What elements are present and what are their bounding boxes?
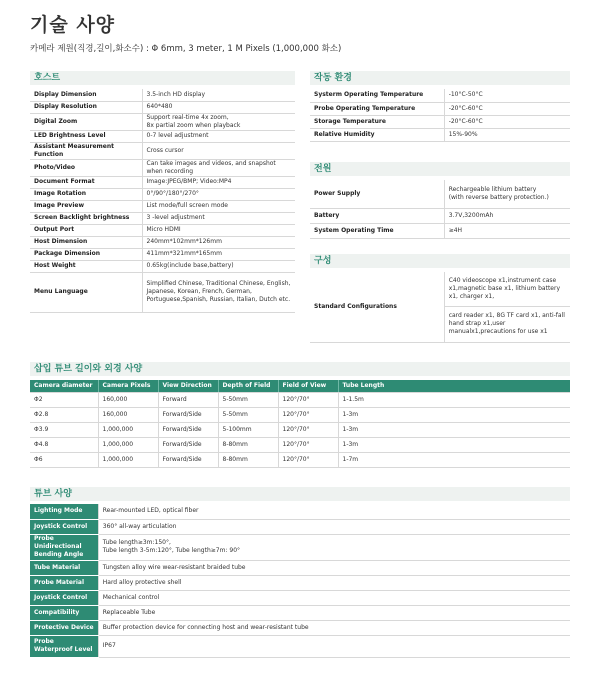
table-row — [30, 101, 295, 113]
column-header: Tube Length — [338, 380, 570, 392]
table-cell: Φ2.8 — [30, 407, 98, 422]
spec-value: -20°C-60°C — [444, 115, 570, 128]
table-cell: 1-1.5m — [338, 392, 570, 407]
power-heading: 전원 — [310, 162, 570, 176]
table-row — [30, 590, 570, 605]
tube-size-table — [30, 380, 570, 468]
spec-value: List mode/full screen mode — [142, 200, 295, 212]
spec-value: 0°/90°/180°/270° — [142, 188, 295, 200]
table-cell: 160,000 — [98, 392, 158, 407]
table-cell: Forward — [158, 392, 218, 407]
table-cell: Forward/Side — [158, 452, 218, 467]
page-title: 기술 사양 — [30, 14, 116, 36]
tube-spec-heading: 튜브 사양 — [30, 487, 570, 501]
spec-value: -10°C-50°C — [444, 89, 570, 102]
table-row — [30, 407, 570, 422]
spec-value: 360° all-way articulation — [98, 519, 570, 534]
table-cell: 120°/70° — [278, 422, 338, 437]
table-row — [30, 89, 295, 101]
config-label: Standard Configurations — [310, 272, 444, 342]
tube-spec-table — [30, 504, 570, 658]
table-row — [30, 504, 570, 519]
spec-value: Tungsten alloy wire wear-resistant braided tube — [98, 560, 570, 575]
spec-value: Simplified Chinese, Traditional Chinese, English, Japanese, Korean, French, German, Portuguese,Spanish, Russian, Italian, Dutch etc. — [142, 272, 295, 312]
config-spec-table — [310, 272, 570, 343]
spec-value: Buffer protection device for connecting host and wear-resistant tube — [98, 620, 570, 635]
table-row — [30, 519, 570, 534]
spec-value: ≥4H — [444, 223, 570, 238]
spec-value: Rechargeable lithium battery (with reverse battery protection.) — [444, 180, 570, 208]
table-cell: 8-80mm — [218, 452, 278, 467]
environment-spec-table — [310, 89, 570, 142]
spec-label: Screen Backlight brightness — [30, 212, 142, 224]
table-cell: Φ4.8 — [30, 437, 98, 452]
table-row — [310, 115, 570, 128]
spec-value: 3.7V,3200mAh — [444, 208, 570, 223]
spec-label: Probe Operating Temperature — [310, 102, 444, 115]
spec-value: 0.65kg(include base,battery) — [142, 260, 295, 272]
column-header: Field of View — [278, 380, 338, 392]
spec-label: Package Dimension — [30, 248, 142, 260]
table-row — [30, 437, 570, 452]
column-header: Camera diameter — [30, 380, 98, 392]
table-cell: 1-7m — [338, 452, 570, 467]
spec-label: Probe Waterproof Level — [30, 635, 98, 657]
config-heading: 구성 — [310, 254, 570, 268]
spec-value: Mechanical control — [98, 590, 570, 605]
spec-label: Tube Material — [30, 560, 98, 575]
spec-value: Micro HDMI — [142, 224, 295, 236]
table-row — [30, 130, 295, 142]
table-cell: Forward/Side — [158, 407, 218, 422]
table-cell: Φ6 — [30, 452, 98, 467]
table-row — [310, 128, 570, 141]
table-cell: Φ3.9 — [30, 422, 98, 437]
spec-label: Joystick Control — [30, 519, 98, 534]
table-row — [30, 236, 295, 248]
table-row — [30, 422, 570, 437]
table-row — [30, 605, 570, 620]
spec-value: 240mm*102mm*126mm — [142, 236, 295, 248]
spec-label: Lighting Mode — [30, 504, 98, 519]
table-row — [30, 142, 295, 159]
table-row — [30, 212, 295, 224]
spec-label: Document Format — [30, 176, 142, 188]
config-value-2: card reader x1, 8G TF card x1, anti-fall hand strap x1,user manualx1,precautions for use x1 — [444, 306, 570, 342]
spec-label: Output Port — [30, 224, 142, 236]
spec-label: Photo/Video — [30, 159, 142, 176]
table-cell: 5-50mm — [218, 407, 278, 422]
table-cell: Φ2 — [30, 392, 98, 407]
spec-value: Rear-mounted LED, optical fiber — [98, 504, 570, 519]
table-row — [30, 620, 570, 635]
spec-label: Relative Humidity — [310, 128, 444, 141]
table-cell: Forward/Side — [158, 422, 218, 437]
spec-label: Battery — [310, 208, 444, 223]
table-cell: 5-50mm — [218, 392, 278, 407]
spec-label: Joystick Control — [30, 590, 98, 605]
table-cell: 120°/70° — [278, 452, 338, 467]
spec-value: Tube length≥3m:150°, Tube length 3-5m:120°, Tube length≥7m: 90° — [98, 534, 570, 560]
table-row — [310, 208, 570, 223]
spec-value: Hard alloy protective shell — [98, 575, 570, 590]
table-row — [310, 180, 570, 208]
table-cell: 1,000,000 — [98, 452, 158, 467]
table-row — [30, 200, 295, 212]
spec-label: Image Rotation — [30, 188, 142, 200]
table-cell: Forward/Side — [158, 437, 218, 452]
spec-label: Assistant Measurement Function — [30, 142, 142, 159]
table-row — [30, 188, 295, 200]
table-row — [30, 392, 570, 407]
table-cell: 120°/70° — [278, 407, 338, 422]
spec-value: Image:JPEG/BMP; Video:MP4 — [142, 176, 295, 188]
table-cell: 160,000 — [98, 407, 158, 422]
table-cell: 1-3m — [338, 422, 570, 437]
table-row — [30, 248, 295, 260]
spec-label: Compatibility — [30, 605, 98, 620]
table-cell: 8-80mm — [218, 437, 278, 452]
spec-label: Host Weight — [30, 260, 142, 272]
spec-value: Replaceable Tube — [98, 605, 570, 620]
column-header: Depth of Field — [218, 380, 278, 392]
power-spec-table — [310, 180, 570, 239]
column-header: View Direction — [158, 380, 218, 392]
spec-value: -20°C-60°C — [444, 102, 570, 115]
spec-label: Display Dimension — [30, 89, 142, 101]
table-cell: 1-3m — [338, 437, 570, 452]
spec-label: Storage Temperature — [310, 115, 444, 128]
table-row — [30, 635, 570, 657]
spec-value: 3 -level adjustment — [142, 212, 295, 224]
spec-value: Support real-time 4x zoom, 8x partial zoom when playback — [142, 113, 295, 130]
table-row — [30, 113, 295, 130]
environment-heading: 작동 환경 — [310, 71, 570, 85]
spec-label: Power Supply — [310, 180, 444, 208]
spec-value: Can take images and videos, and snapshot when recording — [142, 159, 295, 176]
column-header: Camera Pixels — [98, 380, 158, 392]
table-cell: 120°/70° — [278, 392, 338, 407]
config-value-1: C40 videoscope x1,instrument case x1,magnetic base x1, lithium battery x1, charger x1, — [444, 272, 570, 306]
spec-value: 411mm*321mm*165mm — [142, 248, 295, 260]
table-cell: 1,000,000 — [98, 422, 158, 437]
table-row — [30, 534, 570, 560]
table-row — [30, 560, 570, 575]
spec-value: 0-7 level adjustment — [142, 130, 295, 142]
table-row — [310, 89, 570, 102]
table-cell: 1,000,000 — [98, 437, 158, 452]
table-cell: 1-3m — [338, 407, 570, 422]
spec-value: 640*480 — [142, 101, 295, 113]
spec-label: Image Preview — [30, 200, 142, 212]
tube-size-heading: 삽입 튜브 길이와 외경 사양 — [30, 362, 570, 376]
spec-label: Probe Material — [30, 575, 98, 590]
spec-value: Cross cursor — [142, 142, 295, 159]
spec-value: IP67 — [98, 635, 570, 657]
table-cell: 120°/70° — [278, 437, 338, 452]
spec-label: Protective Device — [30, 620, 98, 635]
spec-label: Digital Zoom — [30, 113, 142, 130]
spec-value: 3.5-inch HD display — [142, 89, 295, 101]
table-row — [30, 575, 570, 590]
table-row — [30, 452, 570, 467]
page-subtitle: 카메라 제원(직경,길이,화소수) : Φ 6mm, 3 meter, 1 M Pixels (1,000,000 화소) — [30, 44, 342, 54]
spec-label: Systerm Operating Temperature — [310, 89, 444, 102]
spec-label: Menu Language — [30, 272, 142, 312]
table-row — [30, 224, 295, 236]
host-heading: 호스트 — [30, 71, 295, 85]
table-row — [310, 223, 570, 238]
table-cell: 5-100mm — [218, 422, 278, 437]
spec-label: Display Resolution — [30, 101, 142, 113]
table-row — [30, 272, 295, 312]
table-row — [30, 176, 295, 188]
spec-label: System Operating Time — [310, 223, 444, 238]
table-row — [310, 102, 570, 115]
spec-label: Host Dimension — [30, 236, 142, 248]
spec-label: Probe Unidirectional Bending Angle — [30, 534, 98, 560]
host-spec-table — [30, 89, 295, 313]
table-row — [30, 260, 295, 272]
spec-label: LED Brightness Level — [30, 130, 142, 142]
table-row — [30, 159, 295, 176]
spec-value: 15%-90% — [444, 128, 570, 141]
